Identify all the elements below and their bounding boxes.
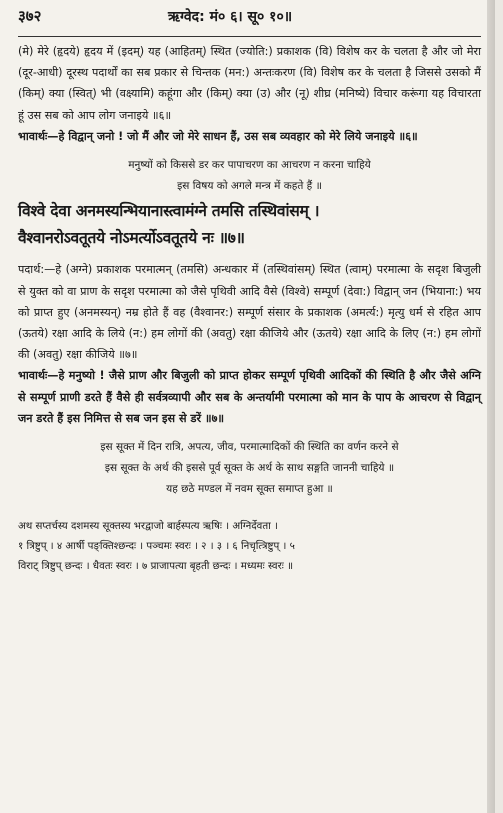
topic-intro-line-2: इस विषय को अगले मन्त्र में कहते हैं ॥: [177, 180, 322, 193]
page-header: [18, 6, 481, 36]
bhavartha-paragraph-6: भावार्थः—हे विद्वान् जनो ! जो मैं और जो मेरे साधन हैं, उस सब व्यवहार को मेरे लिये जनाइये ॥६॥: [18, 129, 418, 143]
next-sukta-metadata: [18, 517, 481, 577]
chhanda-line-2: विराट् त्रिष्टुप् छन्दः । धैवतः स्वरः । ७ प्राजापत्या बृहती छन्दः । मध्यमः स्वरः ॥: [18, 560, 294, 572]
word-meaning-paragraph-6: (मे) मेरे (हृदये) हृदय में (इदम्) यह (आहितम्) स्थित (ज्योति:) प्रकाशक (वि) विशेष कर के चलता है और जो मेरा (दूर-आधी) दूरस्थ पदार्थों का सब प्रकार से चिन्तक (मन:) अन्तःकरण (वि) विशेष कर के चलता है जिससे उसको मैं (किम्) क्या (स्वित्) भी (वक्ष्यामि) कहूंगा और (किम्) क्या (उ) और (नू) शीघ्र (मनिष्ये) विचार करूंगा यह विचारता हूं उस सब को आप लोग जनाइये ॥६॥: [18, 45, 481, 122]
rishi-devata-line: अथ सप्तर्चस्य दशमस्य सूक्तस्य भरद्वाजो बार्हस्पत्य ऋषिः । अग्निर्देवता ।: [18, 520, 278, 532]
sukta-summary-line-1: इस सूक्त में दिन रात्रि, अपत्य, जीव, परमात्मादिकों की स्थिति का वर्णन करने से: [100, 441, 399, 454]
word-meaning-paragraph-7: पदार्थ:—हे (अग्ने) प्रकाशक परमात्मन् (तमसि) अन्धकार में (तस्थिवांसम्) स्थित (त्वाम्) परमात्मा के सदृश बिजुली से युक्त को वा प्राण के सदृश परमात्मा को जैसे पृथिवी आदि वैसे (विश्वे) सम्पूर्ण (देवा:) विद्वान् जन (भियाना:) भय को प्राप्त हुए (अनमस्यन्) नम्र होते हैं वह (वैश्वानर:) सम्पूर्ण संसार के प्रकाशक (अमर्त्य:) मृत्यु धर्म से रहित आप (ऊतये) रक्षा आदि के लिये (न:) हम लोगों की (अवतु) रक्षा कीजिये और (ऊतये) रक्षा आदि के लिए (न:) हम लोगों की (अवतु) रक्षा कीजिये ॥७॥: [18, 263, 481, 362]
running-title: ऋग्वेद: मं० ६। सू० १०॥: [168, 9, 293, 25]
mantra-line-2: वैश्वानरोऽवतूतये नोऽमर्त्योऽवतूतये नः ॥७॥: [18, 228, 245, 248]
sukta-summary-line-2: इस सूक्त के अर्थ की इससे पूर्व सूक्त के अर्थ के साथ सङ्गति जाननी चाहिये ॥: [104, 462, 395, 475]
topic-intro-line-1: मनुष्यों को किससे डर कर पापाचरण का आचरण न करना चाहिये: [128, 159, 371, 172]
bhavartha-paragraph-7: भावार्थः—हे मनुष्यो ! जैसे प्राण और बिजुली को प्राप्त होकर सम्पूर्ण पृथिवी आदिकों की स्थिति है और जैसे अग्नि से सम्पूर्ण प्राणी डरते हैं वैसे ही सर्वत्रव्यापी और सब के अन्तर्यामी परमात्मा को मान के पाप के आचरण से विद्वान् जन डरते हैं इस निमित्त से सब जन इस से डरें ॥७॥: [18, 369, 481, 425]
page-number: ३७२: [18, 7, 42, 25]
page-edge-shadow: [487, 0, 495, 813]
sukta-completion-note: यह छठे मण्डल में नवम सूक्त समाप्त हुआ ॥: [166, 483, 333, 496]
chhanda-line-1: १ त्रिष्टुप् । ४ आर्षी पङ्क्तिश्छन्दः । पञ्चमः स्वरः । २ । ३ । ६ निचृत्त्रिष्टुप् । ५: [18, 540, 295, 552]
mantra-line-1: विश्वे देवा अनमस्यन्भियानास्त्वामंग्ने तमसि तस्थिवांसम् ।: [18, 201, 320, 221]
header-rule: [18, 36, 481, 37]
